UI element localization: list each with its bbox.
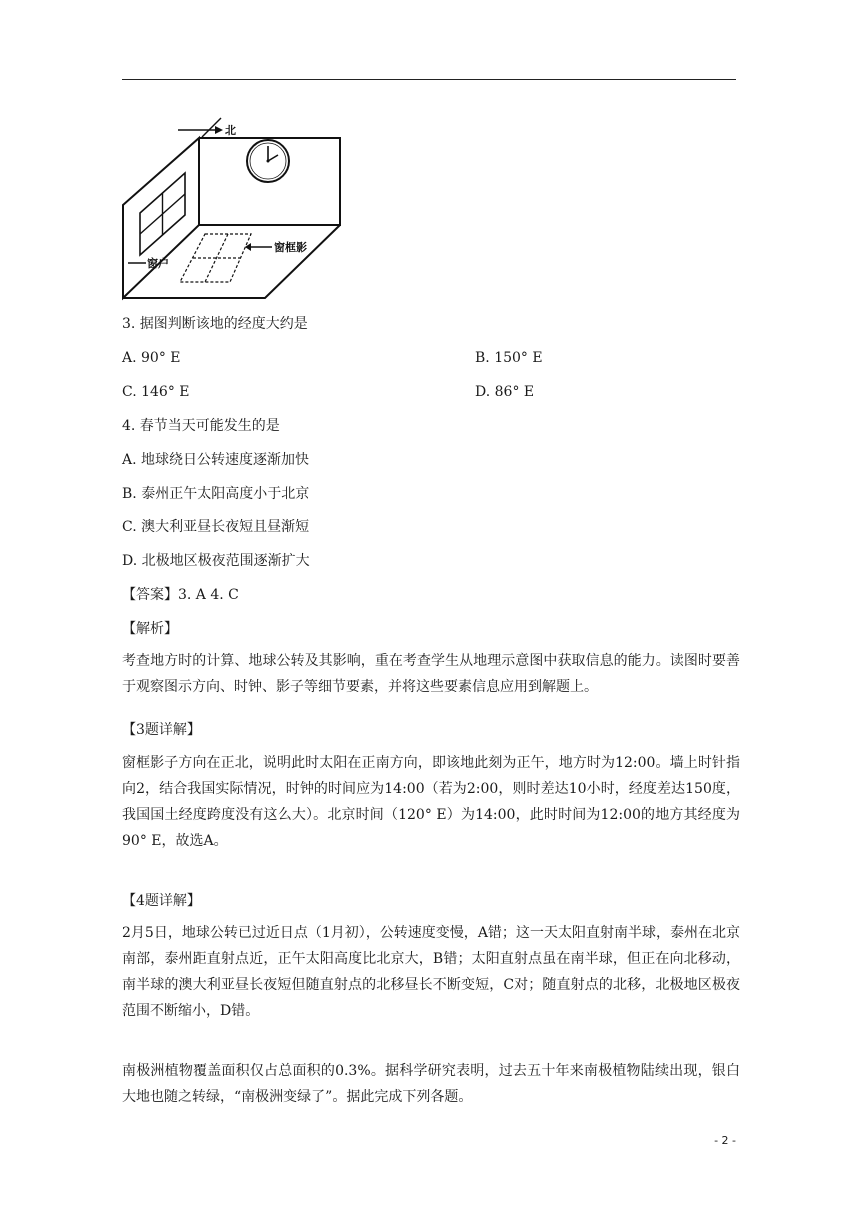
q4-option-b: B. 泰州正午太阳高度小于北京 xyxy=(122,486,310,502)
window-label: 窗户 xyxy=(147,257,169,270)
north-label: 北 xyxy=(225,124,236,137)
page-number: - 2 - xyxy=(714,1134,736,1147)
q4-detail-heading: 【4题详解】 xyxy=(122,893,201,909)
header-rule xyxy=(122,79,736,80)
q4-option-a: A. 地球绕日公转速度逐渐加快 xyxy=(122,452,310,468)
q4-stem: 4. 春节当天可能发生的是 xyxy=(122,418,280,434)
q3-option-c: C. 146° E xyxy=(122,384,190,400)
q3-option-a: A. 90° E xyxy=(122,350,181,366)
analysis-text: 考查地方时的计算、地球公转及其影响，重在考查学生从地理示意图中获取信息的能力。读图时要善于观察图示方向、时钟、影子等细节要素，并将这些要素信息应用到解题上。 xyxy=(122,653,740,695)
north-arrow-icon xyxy=(178,118,223,137)
q3-option-b: B. 150° E xyxy=(475,350,543,366)
q4-option-c: C. 澳大利亚昼长夜短且昼渐短 xyxy=(122,519,310,535)
q3-stem: 3. 据图判断该地的经度大约是 xyxy=(122,316,308,332)
left-wall xyxy=(123,138,199,298)
q3-detail-text: 窗框影子方向在正北，说明此时太阳在正南方向，即该地此刻为正午，地方时为12:00。墙上时针指向2，结合我国实际情况，时钟的时间应为14:00（若为2:00，则时差达10小时，经度差达150度，我国国土经度跨度没有这么大）。北京时间（120° E）为14:00，此时时间为12:00的地方其经度为90° E，故选A。 xyxy=(122,755,740,849)
shadow-label: 窗框影 xyxy=(274,241,307,254)
window-shadow xyxy=(180,234,251,282)
next-passage: 南极洲植物覆盖面积仅占总面积的0.3%。据科学研究表明，过去五十年来南极植物陆续出现，银白大地也随之转绿，“南极洲变绿了”。据此完成下列各题。 xyxy=(122,1063,740,1105)
q3-option-d: D. 86° E xyxy=(475,384,535,400)
room-diagram xyxy=(118,110,358,305)
q4-detail-text: 2月5日，地球公转已过近日点（1月初），公转速度变慢，A错；这一天太阳直射南半球，泰州在北京南部，泰州距直射点近，正午太阳高度比北京大，B错；太阳直射点虽在南半球，但正在向北移动，南半球的澳大利亚昼长夜短但随直射点的北移昼长不断变短，C对；随直射点的北移，北极地区极夜范围不断缩小，D错。 xyxy=(122,925,740,1019)
analysis-heading: 【解析】 xyxy=(122,621,178,637)
q3-detail-heading: 【3题详解】 xyxy=(122,722,201,738)
answer-line: 【答案】3. A 4. C xyxy=(122,587,239,603)
clock-icon xyxy=(247,140,289,182)
q4-option-d: D. 北极地区极夜范围逐渐扩大 xyxy=(122,553,310,569)
